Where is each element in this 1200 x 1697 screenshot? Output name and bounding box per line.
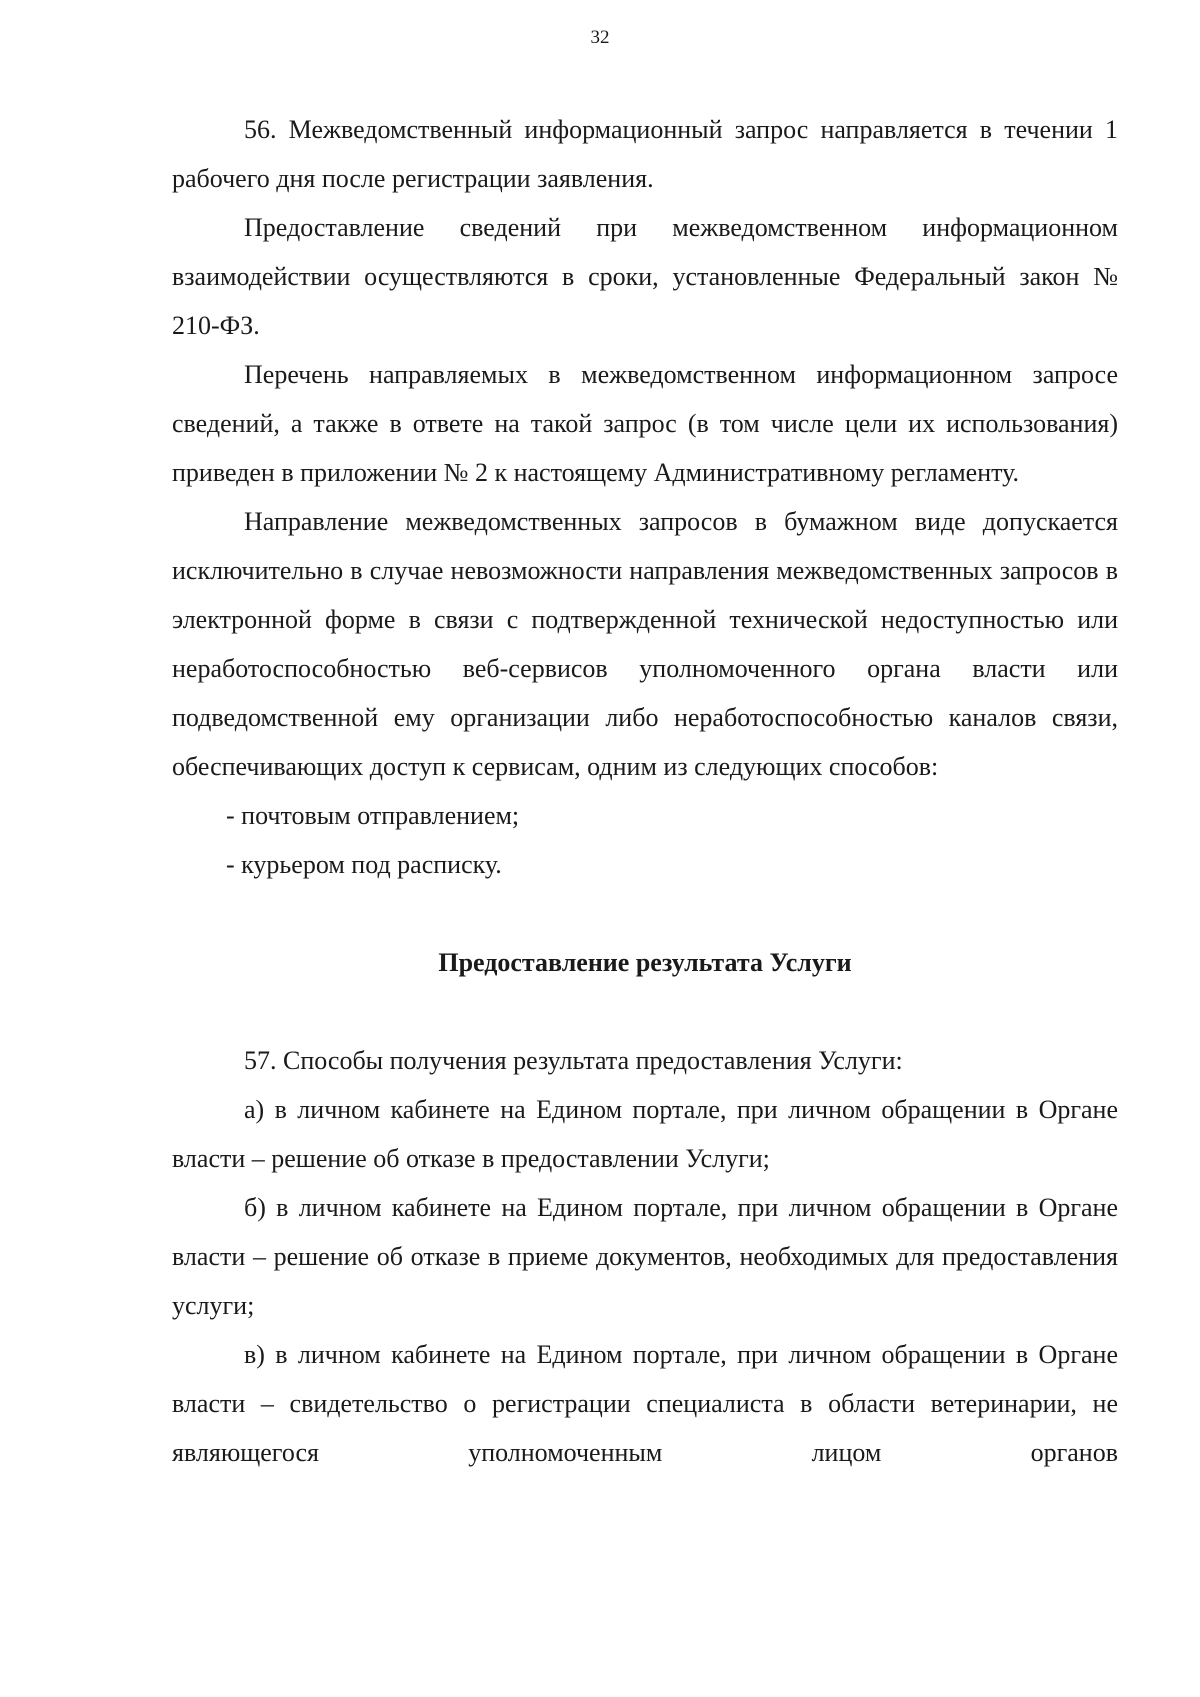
paragraph-56: 56. Межведомственный информационный запрос направляется в течении 1 рабочего дня после регистрации заявления. [172, 115, 1118, 193]
section-heading: Предоставление результата Услуги [438, 948, 852, 977]
paragraph-57-b: б) в личном кабинете на Едином портале, при личном обращении в Органе власти – решение об отказе в приеме документов, необходимых для предоставления услуги; [172, 1193, 1118, 1320]
paragraph-57-a: а) в личном кабинете на Едином портале, при личном обращении в Органе власти – решение об отказе в предоставлении Услуги; [172, 1095, 1118, 1173]
paragraph-57: 57. Способы получения результата предоставления Услуги: [244, 1046, 903, 1075]
paragraph-paper-requests: Направление межведомственных запросов в бумажном виде допускается исключительно в случае невозможности направления межведомственных запросов в электронной форме в связи с подтвержденной технической недоступностью или неработоспособностью веб-сервисов уполномоченного органа власти или подведомственной ему организации либо неработоспособностью каналов связи, обеспечивающих доступ к сервисам, одним из следующих способов: [172, 507, 1118, 781]
paragraph-request-list: Перечень направляемых в межведомственном информационном запросе сведений, а также в ответе на такой запрос (в том числе цели их использования) приведен в приложении № 2 к настоящему Административному регламенту. [172, 360, 1118, 487]
page-number: 32 [590, 27, 610, 48]
spacer [172, 889, 1118, 938]
list-item-courier: - курьером под расписку. [226, 850, 502, 879]
paragraph-information-terms: Предоставление сведений при межведомственном информационном взаимодействии осуществляются в сроки, установленные Федеральный закон № 210-ФЗ. [172, 213, 1118, 340]
spacer [172, 987, 1118, 1036]
paragraph-57-v: в) в личном кабинете на Едином портале, при личном обращении в Органе власти – свидетельство о регистрации специалиста в области ветеринарии, не являющегося уполномоченным лицом органов [172, 1340, 1118, 1467]
list-item-mail: - почтовым отправлением; [226, 801, 520, 830]
document-body [172, 105, 1118, 1477]
